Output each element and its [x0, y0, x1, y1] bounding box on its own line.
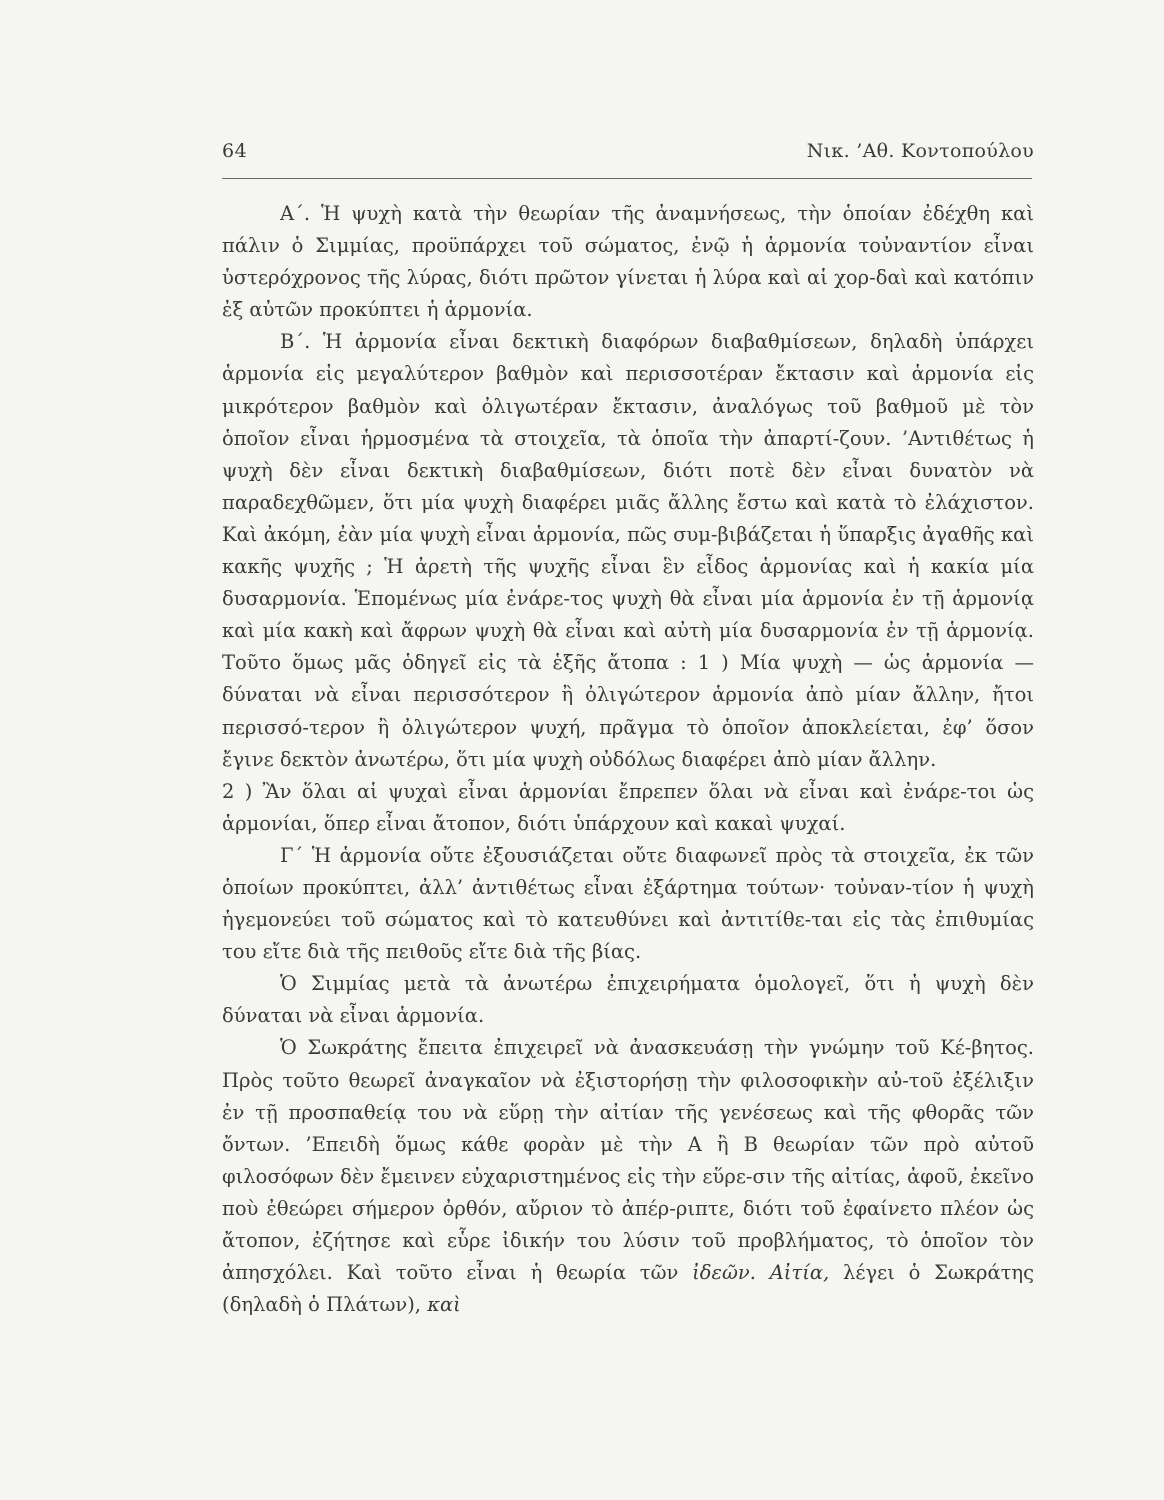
header-rule	[222, 178, 1032, 179]
paragraph-b-point-2: 2 ) Ἂν ὅλαι αἱ ψυχαὶ εἶναι ἁρμονίαι ἔπρεπεν ὅλαι νὰ εἶναι καὶ ἐνάρε-τοι ὡς ἁρμονίαι, ὅπερ εἶναι ἄτοπον, διότι ὑπάρχουν καὶ κακαὶ ψυχαί.	[222, 779, 1034, 835]
italic-aitia: Αἰτία,	[769, 1261, 830, 1285]
italic-ideon: ἰδεῶν.	[692, 1261, 756, 1285]
paragraph-c: Γ΄ Ἡ ἁρμονία οὔτε ἐξουσιάζεται οὔτε διαφωνεῖ πρὸς τὰ στοιχεῖα, ἐκ τῶν ὁποίων προκύπτει, ἀλλ’ ἀντιθέτως εἶναι ἐξάρτημα τούτων· τοὐναν-τίον ἡ ψυχὴ ἡγεμονεύει τοῦ σώματος καὶ τὸ κατευθύνει καὶ ἀντιτίθε-ται εἰς τὰς ἐπιθυμίας του εἴτε διὰ τῆς πειθοῦς εἴτε διὰ τῆς βίας.	[222, 843, 1034, 964]
paragraph-tail-text: λέγει ὁ Σωκράτης (δηλαδὴ ὁ Πλάτων),	[222, 1261, 1035, 1317]
italic-kai: καὶ	[427, 1293, 461, 1317]
paragraph-socrates-text: Ὁ Σωκράτης ἔπειτα ἐπιχειρεῖ νὰ ἀνασκευάσῃ τὴν γνώμην τοῦ Κέ-βητος. Πρὸς τοῦτο θεωρεῖ ἀναγκαῖον νὰ ἐξιστορήσῃ τὴν φιλοσοφικὴν αὐ-τοῦ ἐξέλιξιν ἐν τῇ προσπαθείᾳ του νὰ εὕρῃ τὴν αἰτίαν τῆς γενέσεως καὶ τῆς φθορᾶς τῶν ὄντων. ’Επειδὴ ὅμως κάθε φορὰν μὲ τὴν Α ἢ Β θεωρίαν τῶν πρὸ αὐτοῦ φιλοσόφων δὲν ἔμεινεν εὐχαριστημένος εἰς τὴν εὕρε-σιν τῆς αἰτίας, ἀφοῦ, ἐκεῖνο ποὺ ἐθεώρει σήμερον ὀρθόν, αὔριον τὸ ἀπέρ-ριπτε, διότι τοῦ ἐφαίνετο πλέον ὡς ἄτοπον, ἐζήτησε καὶ εὗρε ἰδικήν του λύσιν τοῦ προβλήματος, τὸ ὁποῖον τὸν ἀπησχόλει. Καὶ τοῦτο εἶναι ἡ θεωρία τῶν	[222, 1036, 1034, 1285]
paragraph-simmias: Ὁ Σιμμίας μετὰ τὰ ἀνωτέρω ἐπιχειρήματα ὁμολογεῖ, ὅτι ἡ ψυχὴ δὲν δύναται νὰ εἶναι ἁρμονία.	[222, 972, 1034, 1028]
page-number: 64	[222, 140, 248, 162]
page-header	[222, 140, 1034, 170]
paragraph-socrates	[222, 1032, 1034, 1321]
body-text	[222, 198, 1034, 1321]
running-head: Νικ. ’Αθ. Κοντοπούλου	[806, 140, 1034, 162]
paragraph-a: Α΄. Ἡ ψυχὴ κατὰ τὴν θεωρίαν τῆς ἀναμνήσεως, τὴν ὁποίαν ἐδέχθη καὶ πάλιν ὁ Σιμμίας, προϋπάρχει τοῦ σώματος, ἐνῷ ἡ ἁρμονία τοὐναντίον εἶναι ὑστερόχρονος τῆς λύρας, διότι πρῶτον γίνεται ἡ λύρα καὶ αἱ χορ-δαὶ καὶ κατόπιν ἐξ αὐτῶν προκύπτει ἡ ἁρμονία.	[222, 202, 1034, 322]
paragraph-b: Β΄. Ἡ ἁρμονία εἶναι δεκτικὴ διαφόρων διαβαθμίσεων, δηλαδὴ ὑπάρχει ἁρμονία εἰς μεγαλύτερον βαθμὸν καὶ περισσοτέραν ἔκτασιν καὶ ἁρμονία εἰς μικρότερον βαθμὸν καὶ ὀλιγωτέραν ἔκτασιν, ἀναλόγως τοῦ βαθμοῦ μὲ τὸν ὁποῖον εἶναι ἡρμοσμένα τὰ στοιχεῖα, τὰ ὁποῖα τὴν ἀπαρτί-ζουν. ’Αντιθέτως ἡ ψυχὴ δὲν εἶναι δεκτικὴ διαβαθμίσεων, διότι ποτὲ δὲν εἶναι δυνατὸν νὰ παραδεχθῶμεν, ὅτι μία ψυχὴ διαφέρει μιᾶς ἄλλης ἔστω καὶ κατὰ τὸ ἐλάχιστον. Καὶ ἀκόμη, ἐὰν μία ψυχὴ εἶναι ἁρμονία, πῶς συμ-βιβάζεται ἡ ὕπαρξις ἀγαθῆς καὶ κακῆς ψυχῆς ; Ἡ ἀρετὴ τῆς ψυχῆς εἶναι ἓν εἶδος ἁρμονίας καὶ ἡ κακία μία δυσαρμονία. Ἑπομένως μία ἐνάρε-τος ψυχὴ θὰ εἶναι μία ἁρμονία ἐν τῇ ἁρμονίᾳ καὶ μία κακὴ καὶ ἄφρων ψυχὴ θὰ εἶναι καὶ αὐτὴ μία δυσαρμονία ἐν τῇ ἁρμονίᾳ. Τοῦτο ὅμως μᾶς ὁδηγεῖ εἰς τὰ ἑξῆς ἄτοπα : 1 ) Μία ψυχὴ — ὡς ἁρμονία — δύναται νὰ εἶναι περισσότερον ἢ ὀλιγώτερον ἁρμονία ἀπὸ μίαν ἄλλην, ἤτοι περισσό-τερον ἢ ὀλιγώτερον ψυχή, πρᾶγμα τὸ ὁποῖον ἀποκλείεται, ἐφ’ ὅσον ἔγινε δεκτὸν ἀνωτέρω, ὅτι μία ψυχὴ οὐδόλως διαφέρει ἀπὸ μίαν ἄλλην.	[222, 330, 1034, 771]
